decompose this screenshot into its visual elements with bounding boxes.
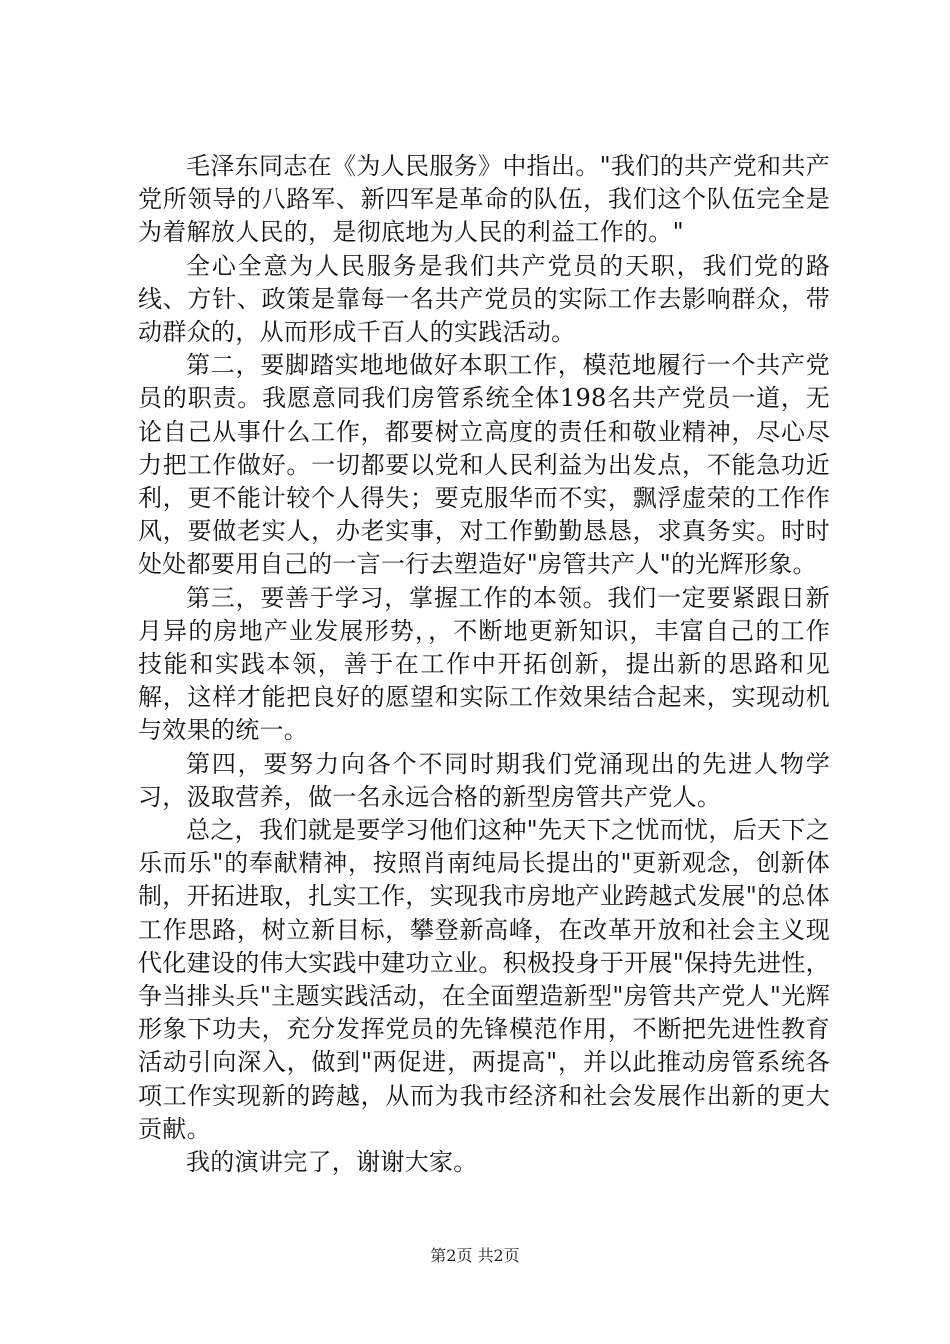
paragraph-fourth: 第四，要努力向各个不同时期我们党涌现出的先进人物学习，汲取营养，做一名永远合格的新型房管共产党人。 xyxy=(138,749,830,811)
paragraph-summary: 总之，我们就是要学习他们这种"先天下之忧而忧，后天下之乐而乐"的奉献精神，按照肖南纯局长提出的"更新观念，创新体制，开拓进取，扎实工作，实现我市房地产业跨越式发展"的总体工作思路，树立新目标，攀登新高峰，在改革开放和社会主义现代化建设的伟大实践中建功立业。积极投身于开展"保持先进性，争当排头兵"主题实践活动，在全面塑造新型"房管共产党人"光辉形象下功夫，充分发挥党员的先锋模范作用，不断把先进性教育活动引向深入，做到"两促进，两提高"，并以此推动房管系统各项工作实现新的跨越，从而为我市经济和社会发展作出新的更大贡献。 xyxy=(138,816,830,1143)
document-body xyxy=(138,150,830,1179)
paragraph-third: 第三，要善于学习，掌握工作的本领。我们一定要紧跟日新月异的房地产业发展形势，，不断地更新知识，丰富自己的工作技能和实践本领，善于在工作中开拓创新，提出新的思路和见解，这样才能把良好的愿望和实际工作效果结合起来，实现动机与效果的统一。 xyxy=(138,583,830,745)
page-footer: 第2页 共2页 xyxy=(430,1246,520,1265)
paragraph-service: 全心全意为人民服务是我们共产党员的天职，我们党的路线、方针、政策是靠每一名共产党员的实际工作去影响群众，带动群众的，从而形成千百人的实践活动。 xyxy=(138,251,830,347)
paragraph-quote: 毛泽东同志在《为人民服务》中指出。"我们的共产党和共产党所领导的八路军、新四军是革命的队伍，我们这个队伍完全是为着解放人民的，是彻底地为人民的利益工作的。" xyxy=(138,152,830,247)
paragraph-closing: 我的演讲完了，谢谢大家。 xyxy=(186,1148,478,1177)
paragraph-second: 第二，要脚踏实地地做好本职工作，模范地履行一个共产党员的职责。我愿意同我们房管系统全体198名共产党员一道，无论自己从事什么工作，都要树立高度的责任和敬业精神，尽心尽力把工作做好。一切都要以党和人民利益为出发点，不能急功近利，更不能计较个人得失；要克服华而不实，飘浮虚荣的工作作风，要做老实人，办老实事，对工作勤勤恳恳，求真务实。时时处处都要用自己的一言一行去塑造好"房管共产人"的光辉形象。 xyxy=(138,351,830,579)
